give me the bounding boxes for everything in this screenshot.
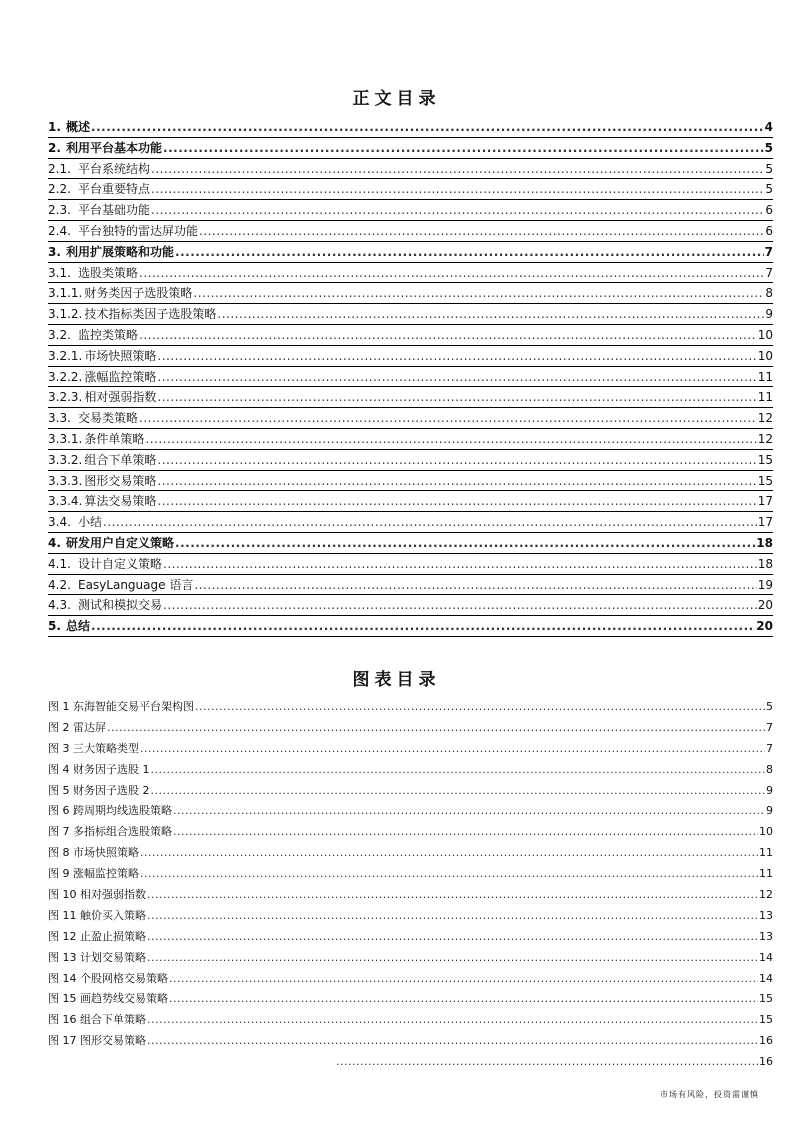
dot-leader bbox=[217, 304, 764, 325]
toc-entry-number: 3.3. bbox=[48, 411, 71, 426]
dot-leader bbox=[107, 718, 765, 739]
toc-entry-page: 4 bbox=[764, 120, 773, 134]
toc-entry-number: 3.3.4. bbox=[48, 494, 83, 509]
toc-entry-page: 9 bbox=[765, 307, 773, 322]
toc-entry-page: 6 bbox=[765, 223, 773, 238]
toc-entry[interactable] bbox=[48, 471, 773, 492]
figure-entry-page: 7 bbox=[766, 720, 773, 734]
toc-entry[interactable] bbox=[48, 221, 773, 242]
toc-title: 正文目录 bbox=[352, 89, 441, 109]
toc-entry[interactable] bbox=[48, 117, 773, 138]
toc-entry-label: 平台独特的雷达屏功能 bbox=[78, 223, 199, 238]
figure-entry-page: 9 bbox=[766, 804, 773, 818]
toc-entry-page: 11 bbox=[757, 390, 773, 405]
figure-entry[interactable] bbox=[48, 969, 773, 990]
toc-entry-label: 相对强弱指数 bbox=[84, 390, 157, 405]
footer-disclaimer: 市场有风险，投资需谨慎 bbox=[660, 1090, 759, 1099]
toc-entry-number: 3.1. bbox=[48, 265, 71, 280]
toc-entry-page: 7 bbox=[764, 244, 773, 259]
toc-entry-page: 19 bbox=[757, 577, 773, 592]
toc-entry[interactable] bbox=[48, 242, 773, 263]
figure-entry-label: 图 5 财务因子选股 2 bbox=[48, 783, 150, 797]
toc-entry-label: 监控类策略 bbox=[78, 327, 139, 342]
figure-entry-page: 14 bbox=[759, 950, 773, 964]
toc-entry[interactable] bbox=[48, 512, 773, 533]
toc-entry-number: 5. bbox=[48, 619, 61, 634]
toc-entry-label: EasyLanguage 语言 bbox=[78, 577, 194, 592]
dot-leader bbox=[169, 969, 758, 990]
figure-entry-label: 图 14 个股网格交易策略 bbox=[48, 971, 168, 985]
toc-entry-label: 平台重要特点 bbox=[78, 182, 151, 197]
toc-entry-number: 3.1.1. bbox=[48, 286, 83, 301]
figure-entry[interactable] bbox=[48, 718, 773, 739]
toc-entry-number: 2.3. bbox=[48, 203, 71, 218]
figure-entry-page: 9 bbox=[766, 783, 773, 797]
toc-entry[interactable] bbox=[48, 533, 773, 554]
figure-entry-label: 图 10 相对强弱指数 bbox=[48, 888, 146, 902]
toc-entry[interactable] bbox=[48, 159, 773, 180]
toc-entry-page: 15 bbox=[757, 473, 773, 488]
figure-entry[interactable] bbox=[48, 760, 773, 781]
figure-entry-label: 图 1 东海智能交易平台架构图 bbox=[48, 700, 194, 713]
toc-entry[interactable] bbox=[48, 367, 773, 388]
toc-entry-page: 5 bbox=[765, 182, 773, 197]
dot-leader bbox=[151, 760, 766, 781]
toc-entry-label: 平台基础功能 bbox=[78, 203, 151, 218]
toc-entry[interactable] bbox=[48, 429, 773, 450]
dot-leader bbox=[173, 801, 765, 822]
toc-entry-number: 3.2.3. bbox=[48, 390, 83, 405]
toc-entry-number: 3.2.2. bbox=[48, 369, 83, 384]
figure-entry-page: 11 bbox=[759, 867, 773, 881]
figure-entry[interactable] bbox=[48, 697, 773, 718]
dot-leader bbox=[140, 864, 758, 885]
toc-entry-label: 市场快照策略 bbox=[84, 348, 157, 363]
dot-leader bbox=[91, 616, 755, 637]
figure-entry-label: 图 7 多指标组合选股策略 bbox=[48, 825, 172, 839]
figure-entry-page: 15 bbox=[759, 992, 773, 1006]
dot-leader bbox=[157, 346, 756, 367]
toc-entry-page: 10 bbox=[757, 348, 773, 363]
toc-entry-number: 3.3.3. bbox=[48, 473, 83, 488]
toc-entry[interactable] bbox=[48, 263, 773, 284]
toc-entry-number: 2. bbox=[48, 140, 61, 155]
toc-entry-page: 6 bbox=[765, 203, 773, 218]
dot-leader bbox=[147, 1010, 758, 1031]
toc-entry[interactable] bbox=[48, 595, 773, 616]
dot-leader bbox=[163, 595, 757, 616]
toc-entry-number: 4. bbox=[48, 535, 61, 550]
toc-entry-label: 研发用户自定义策略 bbox=[66, 535, 175, 550]
dot-leader bbox=[151, 179, 764, 200]
dot-leader bbox=[157, 367, 756, 388]
figure-entry[interactable] bbox=[48, 781, 773, 802]
figure-entry-page: 8 bbox=[766, 762, 773, 776]
toc-entry-number: 3.3.1. bbox=[48, 431, 83, 446]
toc-entry[interactable] bbox=[48, 346, 773, 367]
figure-list bbox=[48, 697, 773, 1052]
toc-entry-page: 15 bbox=[757, 452, 773, 467]
dot-leader bbox=[336, 1051, 758, 1072]
figure-entry-label: 图 9 涨幅监控策略 bbox=[48, 867, 139, 881]
figure-entry-page: 14 bbox=[759, 971, 773, 985]
toc-entry[interactable] bbox=[48, 304, 773, 325]
toc-entry-page: 5 bbox=[764, 140, 773, 155]
figure-entry-page: 10 bbox=[759, 825, 773, 839]
toc-entry-label: 选股类策略 bbox=[78, 265, 139, 280]
figure-entry[interactable] bbox=[48, 822, 773, 843]
toc-entry-label: 利用扩展策略和功能 bbox=[66, 244, 175, 259]
figure-entry-label: 图 6 跨周期均线选股策略 bbox=[48, 804, 172, 818]
toc-entry-label: 图形交易策略 bbox=[84, 473, 157, 488]
figure-entry-label: 图 15 画趋势线交易策略 bbox=[48, 992, 168, 1006]
toc-entry[interactable] bbox=[48, 575, 773, 596]
toc-entry-page: 20 bbox=[757, 598, 773, 613]
figure-entry-label: 图 13 计划交易策略 bbox=[48, 950, 146, 964]
figure-entry-page: 5 bbox=[766, 700, 773, 713]
dot-leader bbox=[157, 387, 756, 408]
toc-entry-number: 3.1.2. bbox=[48, 307, 83, 322]
toc-entry-page: 18 bbox=[756, 535, 773, 550]
toc-entry-label: 总结 bbox=[66, 619, 91, 634]
figure-entry-label: 图 12 止盈止损策略 bbox=[48, 929, 146, 943]
toc-entry-label: 技术指标类因子选股策略 bbox=[84, 307, 217, 322]
toc-entry-label: 小结 bbox=[78, 515, 103, 530]
toc-entry-number: 2.4. bbox=[48, 223, 71, 238]
dot-leader bbox=[151, 159, 764, 180]
dot-leader bbox=[157, 471, 756, 492]
toc-entry-number: 2.2. bbox=[48, 182, 71, 197]
figure-entry[interactable] bbox=[48, 739, 773, 760]
figure-entry[interactable] bbox=[48, 885, 773, 906]
dot-leader bbox=[103, 512, 757, 533]
figure-entry[interactable] bbox=[48, 906, 773, 927]
toc-entry[interactable] bbox=[48, 138, 773, 159]
dot-leader bbox=[173, 822, 758, 843]
toc-entry-number: 3.2.1. bbox=[48, 348, 83, 363]
figure-entry-page: 13 bbox=[759, 929, 773, 943]
toc-entry[interactable] bbox=[48, 491, 773, 512]
toc-entry-label: 算法交易策略 bbox=[84, 494, 157, 509]
toc-entry-page: 20 bbox=[756, 619, 773, 634]
toc-entry-number: 3.3.2. bbox=[48, 452, 83, 467]
dot-leader bbox=[147, 1031, 758, 1052]
dot-leader bbox=[175, 242, 764, 263]
table-of-contents bbox=[48, 117, 773, 637]
toc-entry-label: 交易类策略 bbox=[78, 411, 139, 426]
toc-entry-number: 4.3. bbox=[48, 598, 71, 613]
toc-entry-page: 17 bbox=[757, 515, 773, 530]
figure-entry-label: 图 17 图形交易策略 bbox=[48, 1034, 146, 1048]
toc-entry-number: 2.1. bbox=[48, 161, 71, 176]
dot-leader bbox=[140, 739, 765, 760]
toc-entry-page: 18 bbox=[757, 556, 773, 571]
toc-entry[interactable] bbox=[48, 450, 773, 471]
dot-leader bbox=[140, 843, 758, 864]
dot-leader bbox=[139, 325, 757, 346]
toc-entry[interactable] bbox=[48, 283, 773, 304]
toc-entry-label: 条件单策略 bbox=[84, 431, 145, 446]
dot-leader bbox=[199, 221, 764, 242]
dot-leader bbox=[139, 408, 757, 429]
toc-entry[interactable] bbox=[48, 387, 773, 408]
toc-entry[interactable] bbox=[48, 408, 773, 429]
figure-entry-page: 11 bbox=[759, 846, 773, 860]
toc-entry-label: 设计自定义策略 bbox=[78, 556, 163, 571]
toc-entry-page: 5 bbox=[765, 161, 773, 176]
figure-entry-page: 13 bbox=[759, 908, 773, 922]
figure-entry-page: 7 bbox=[766, 741, 773, 755]
dot-leader bbox=[147, 885, 758, 906]
toc-entry-page: 10 bbox=[757, 327, 773, 342]
toc-entry-label: 平台系统结构 bbox=[78, 161, 151, 176]
figure-entry-page: 16 bbox=[759, 1034, 773, 1048]
toc-entry-page: 17 bbox=[757, 494, 773, 509]
dot-leader bbox=[151, 200, 764, 221]
figure-entry-label: 图 2 雷达屏 bbox=[48, 720, 106, 734]
dot-leader bbox=[194, 575, 756, 596]
toc-entry[interactable] bbox=[48, 616, 773, 637]
dot-leader bbox=[163, 138, 764, 159]
dot-leader bbox=[139, 263, 764, 284]
figure-entry-page: 12 bbox=[759, 888, 773, 902]
figure-entry[interactable] bbox=[48, 927, 773, 948]
toc-entry-page: 12 bbox=[757, 431, 773, 446]
toc-entry-page: 8 bbox=[765, 286, 773, 301]
toc-entry-page: 12 bbox=[757, 411, 773, 426]
toc-entry-label: 财务类因子选股策略 bbox=[84, 286, 193, 301]
dot-leader bbox=[147, 927, 758, 948]
figure-entry[interactable] bbox=[48, 864, 773, 885]
figure-entry[interactable] bbox=[48, 1031, 773, 1052]
toc-entry-label: 测试和模拟交易 bbox=[78, 598, 163, 613]
figure-entry[interactable] bbox=[48, 989, 773, 1010]
dot-leader bbox=[175, 533, 755, 554]
figure-entry-label: 图 3 三大策略类型 bbox=[48, 741, 139, 755]
dot-leader bbox=[169, 989, 758, 1010]
toc-entry-number: 3.2. bbox=[48, 327, 71, 342]
figure-list-title: 图表目录 bbox=[352, 670, 441, 690]
dot-leader bbox=[163, 554, 757, 575]
figure-entry-label: 图 4 财务因子选股 1 bbox=[48, 762, 150, 776]
dot-leader bbox=[91, 117, 764, 138]
dot-leader bbox=[157, 450, 756, 471]
figure-entry-page: 15 bbox=[759, 1013, 773, 1027]
toc-entry-page: 11 bbox=[757, 369, 773, 384]
page-number: 16 bbox=[759, 1055, 773, 1068]
toc-entry-number: 4.1. bbox=[48, 556, 71, 571]
toc-entry-page: 7 bbox=[765, 265, 773, 280]
figure-entry[interactable] bbox=[48, 948, 773, 969]
toc-entry[interactable] bbox=[48, 200, 773, 221]
figure-entry-label: 图 11 触价买入策略 bbox=[48, 908, 146, 922]
figure-list-continuation bbox=[336, 1051, 773, 1072]
toc-entry[interactable] bbox=[48, 554, 773, 575]
dot-leader bbox=[193, 283, 764, 304]
figure-entry[interactable] bbox=[48, 801, 773, 822]
figure-entry-label: 图 16 组合下单策略 bbox=[48, 1013, 146, 1027]
figure-entry-label: 图 8 市场快照策略 bbox=[48, 846, 139, 860]
figure-entry[interactable] bbox=[48, 843, 773, 864]
dot-leader bbox=[147, 948, 758, 969]
toc-entry-number: 3. bbox=[48, 244, 61, 259]
toc-entry[interactable] bbox=[48, 179, 773, 200]
toc-entry[interactable] bbox=[48, 325, 773, 346]
toc-entry-number: 4.2. bbox=[48, 577, 71, 592]
toc-entry-number: 1. bbox=[48, 120, 61, 134]
dot-leader bbox=[157, 491, 756, 512]
toc-entry-label: 组合下单策略 bbox=[84, 452, 157, 467]
toc-entry-label: 涨幅监控策略 bbox=[84, 369, 157, 384]
dot-leader bbox=[195, 697, 765, 718]
dot-leader bbox=[145, 429, 756, 450]
toc-entry-number: 3.4. bbox=[48, 515, 71, 530]
dot-leader bbox=[147, 906, 758, 927]
toc-entry-label: 利用平台基本功能 bbox=[66, 140, 163, 155]
toc-entry-label: 概述 bbox=[66, 120, 91, 134]
dot-leader bbox=[151, 781, 766, 802]
figure-entry[interactable] bbox=[48, 1010, 773, 1031]
